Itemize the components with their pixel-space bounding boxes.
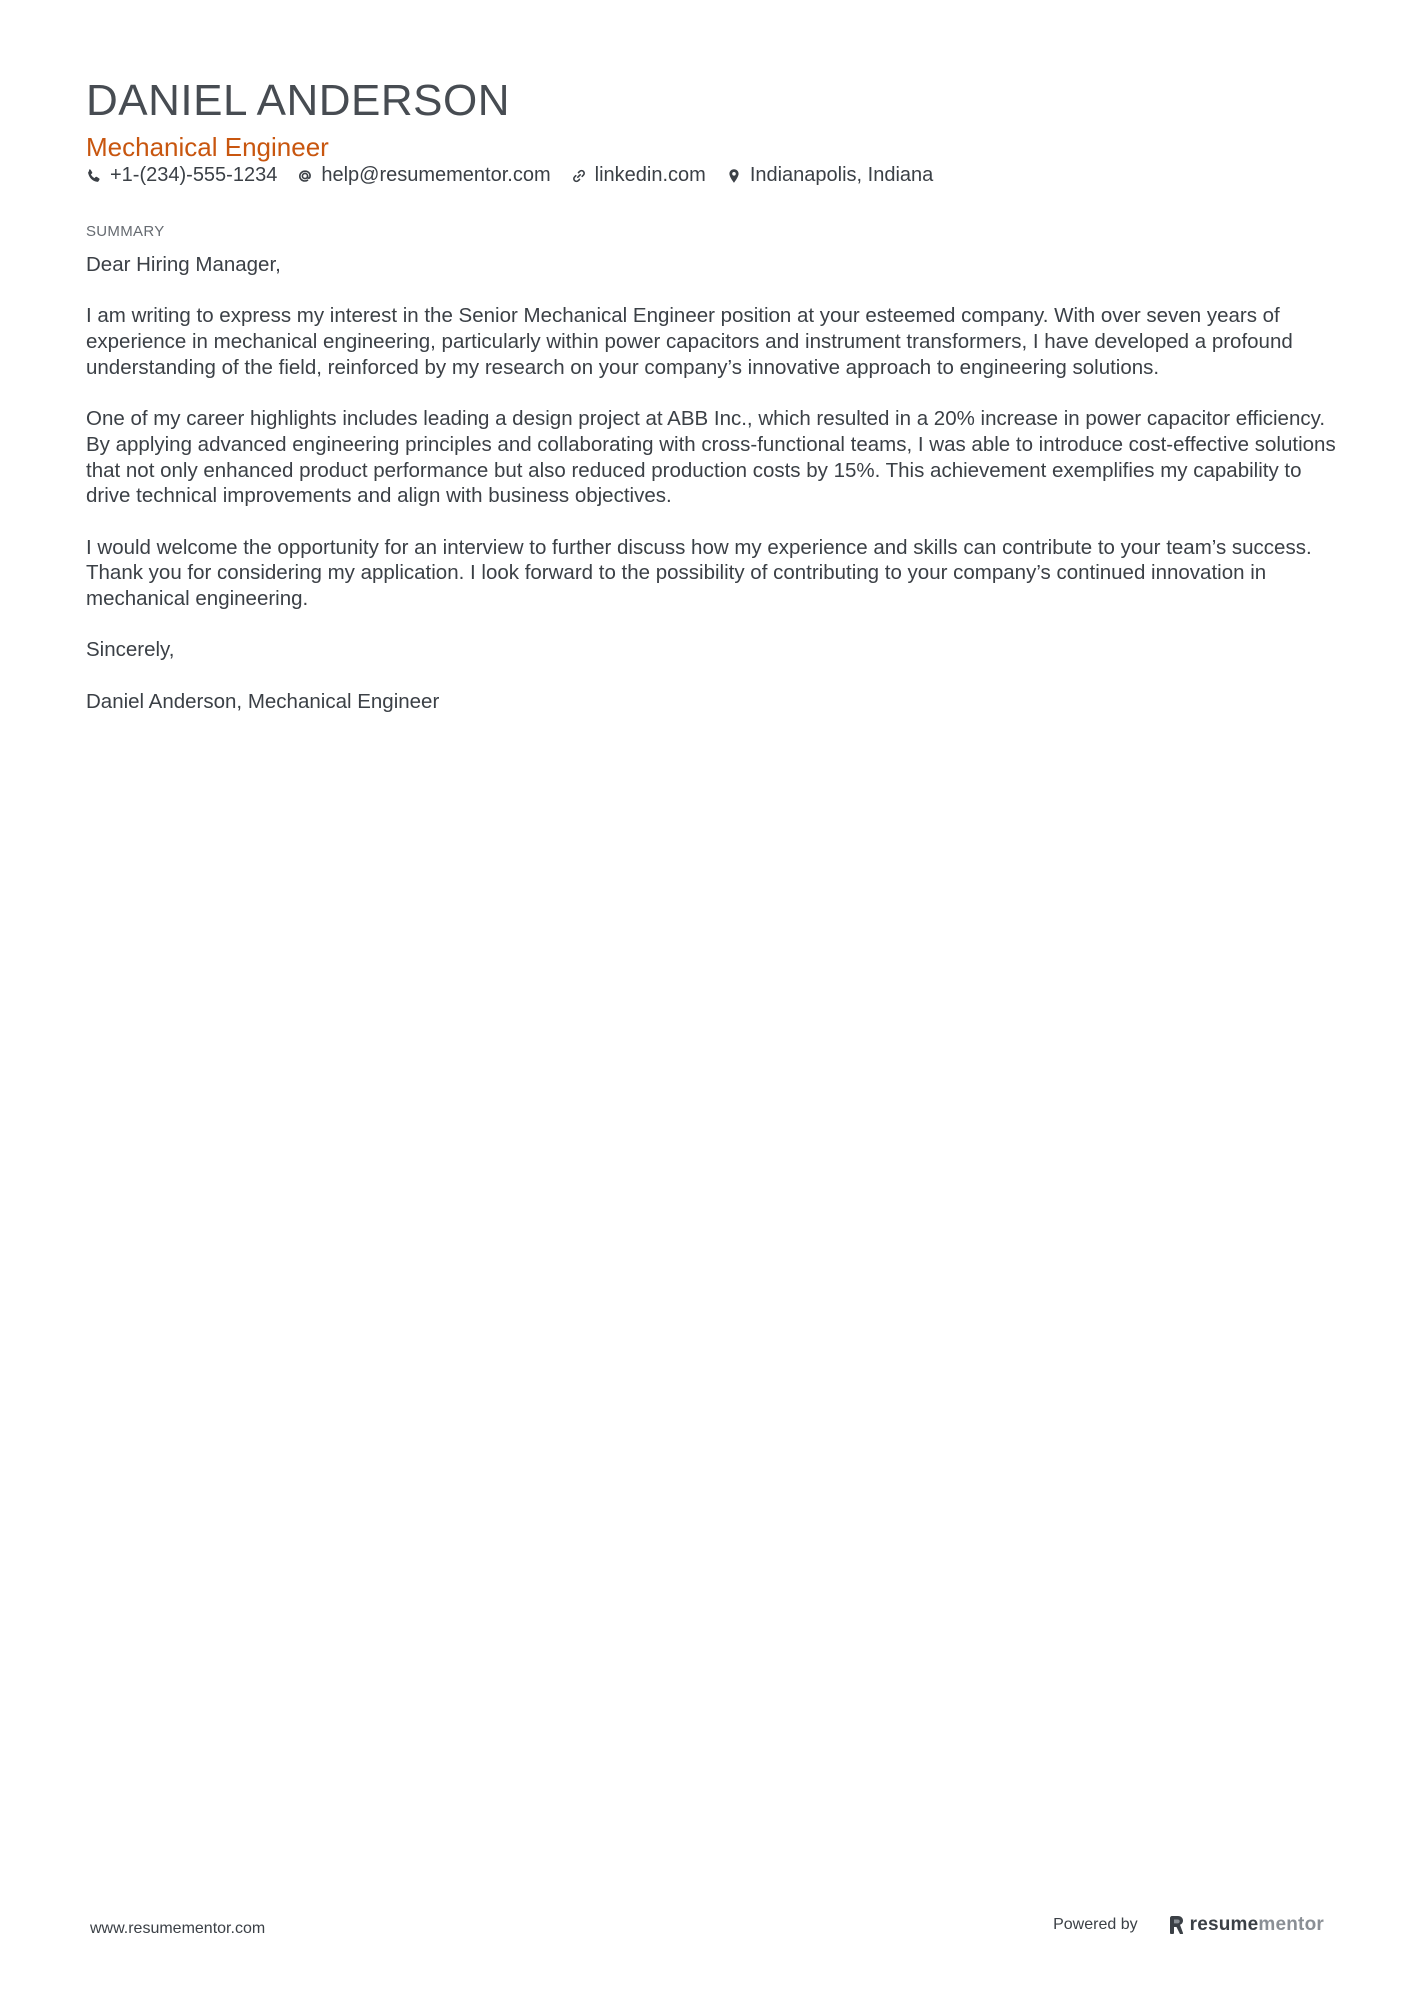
signature: Daniel Anderson, Mechanical Engineer	[86, 689, 440, 713]
candidate-name: DANIEL ANDERSON	[86, 76, 510, 125]
phone-text: +1-(234)-555-1234	[110, 164, 278, 186]
footer-branding	[1053, 1914, 1324, 1936]
paragraph-closing: I would welcome the opportunity for an interview to further discuss how my experience and skills can contribute to your team’s success. Thank you for considering my application. I look forward to the possibility of contributing to your company’s continued innovation in mechanical engineering.	[86, 535, 1312, 611]
paragraph-highlights: One of my career highlights includes leading a design project at ABB Inc., which resulted in a 20% increase in power capacitor efficiency. By applying advanced engineering principles and collaborating with cross-functional teams, I was able to introduce cost-effective solutions that not only enhanced product performance but also reduced production costs by 15%. This achievement exemplifies my capability to drive technical improvements and align with business objectives.	[86, 407, 1336, 508]
linkedin-text[interactable]: linkedin.com	[594, 164, 706, 186]
brand-main-text: resume	[1189, 1914, 1259, 1935]
contact-bar	[86, 164, 953, 187]
footer-website[interactable]: www.resumementor.com	[90, 1920, 266, 1937]
at-icon	[297, 168, 313, 184]
contact-email[interactable]	[297, 164, 550, 187]
contact-location	[726, 164, 933, 187]
contact-phone	[86, 164, 277, 187]
paragraph-intro: I am writing to express my interest in the Senior Mechanical Engineer position at your esteemed company. With over seven years of experience in mechanical engineering, particularly within power capacitors and instrument transformers, I have developed a profound understanding of the field, reinforced by my research on your company’s innovative approach to engineering solutions.	[86, 304, 1293, 379]
brand-accent-text: mentor	[1258, 1914, 1324, 1935]
powered-by-label: Powered by	[1053, 1916, 1138, 1933]
location-text: Indianapolis, Indiana	[749, 164, 934, 186]
link-icon	[571, 168, 587, 184]
phone-icon	[86, 168, 102, 184]
email-text[interactable]: help@resumementor.com	[321, 164, 551, 186]
resumementor-logo-icon	[1168, 1915, 1186, 1935]
resumementor-logo[interactable]	[1168, 1914, 1324, 1936]
cover-letter-body	[86, 252, 1336, 740]
contact-linkedin[interactable]	[571, 164, 706, 187]
location-pin-icon	[726, 168, 742, 184]
closing: Sincerely,	[86, 638, 175, 662]
greeting: Dear Hiring Manager,	[86, 253, 281, 276]
summary-heading: SUMMARY	[86, 223, 165, 240]
job-title: Mechanical Engineer	[86, 132, 329, 162]
